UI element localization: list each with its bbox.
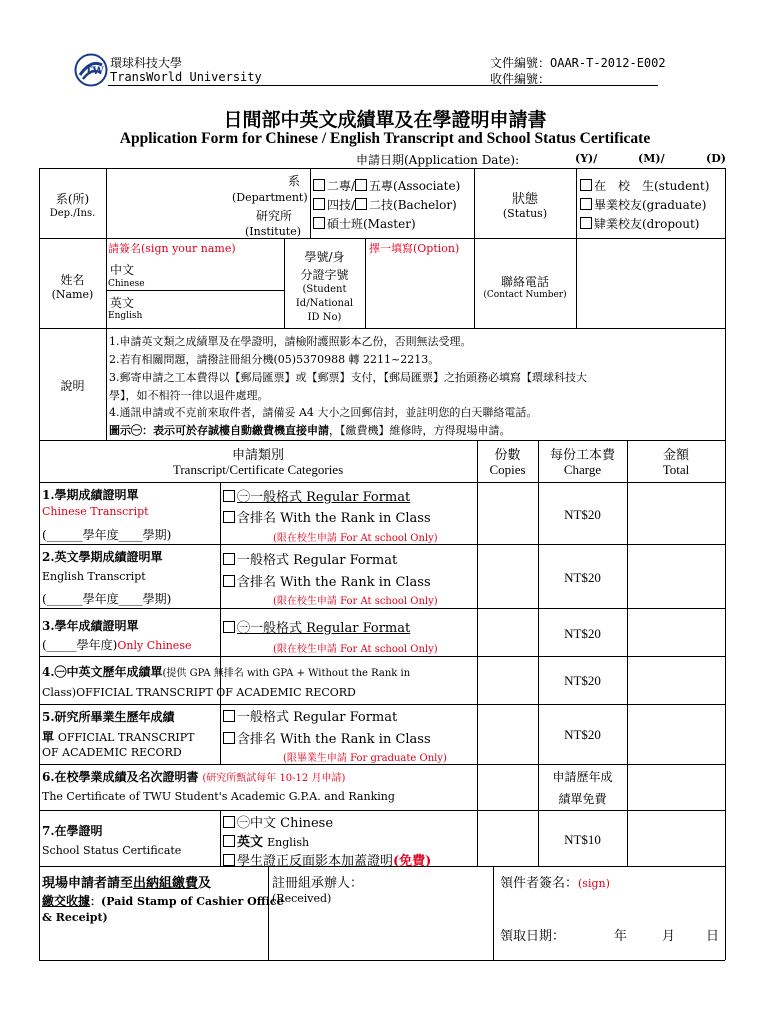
checkbox[interactable] — [580, 217, 592, 229]
note-2: 2.若有相關問題，請撥註冊組分機(05)5370988 轉 2211~2213。 — [109, 353, 440, 366]
checkbox[interactable] — [313, 217, 325, 229]
checkbox[interactable] — [223, 816, 235, 828]
total-header-cn: 金額 — [662, 448, 689, 463]
note-4: 4.通訊申請或不克前來取件者，請備妥 A4 大小之回郵信封，並註明您的白天聯絡電話。 — [109, 406, 538, 419]
checkbox[interactable] — [223, 575, 235, 587]
item-2-note: (限在校生申請 For At school Only) — [273, 596, 438, 607]
student-id-field[interactable] — [367, 256, 472, 326]
checkbox[interactable] — [223, 710, 235, 722]
checkbox[interactable] — [355, 198, 367, 210]
note-3b: 學】，如不相符一律以退件處理。 — [109, 389, 269, 402]
checkbox[interactable] — [223, 732, 235, 744]
item-1-rank[interactable]: 含排名 With the Rank in Class — [223, 507, 431, 526]
name-chinese-field[interactable] — [150, 254, 280, 288]
item-1-title: 1.學期成績證明單 — [42, 488, 139, 502]
item-6-en: The Certificate of TWU Student's Academic G.P.A. and Ranking — [42, 790, 395, 803]
item-7-student-card[interactable]: 學生證正反面影本加蓋證明(免費) — [223, 850, 431, 869]
item-3-price: NT$20 — [564, 626, 601, 641]
dept-label-cn: 系(所) — [55, 192, 90, 206]
item-1-price: NT$20 — [564, 507, 601, 522]
copies-header-en: Copies — [489, 462, 526, 477]
item-5-regular[interactable]: 一般格式 Regular Format — [223, 706, 397, 725]
name-english-label: 英文 — [110, 296, 135, 310]
note-5: 圖示㊀：表示可於存誠樓自動繳費機直接申請，【繳費機】維修時，方得現場申請。 — [109, 424, 511, 437]
option-hint: 擇一填寫(Option) — [369, 242, 460, 255]
total-header-en: Total — [662, 462, 690, 477]
checkbox[interactable] — [223, 511, 235, 523]
item-7-sub: School Status Certificate — [42, 844, 182, 857]
page-title: 日間部中英文成績單及在學證明申請書 — [223, 109, 547, 131]
item-5-price: NT$20 — [564, 727, 601, 742]
notes-label: 說明 — [60, 379, 85, 393]
contact-field[interactable] — [578, 240, 723, 326]
checkbox[interactable] — [313, 179, 325, 191]
pickup-month[interactable]: 月 — [662, 929, 676, 944]
registrar-label: 註冊組承辦人： — [272, 876, 364, 891]
item-6-free-2: 績單免費 — [558, 792, 607, 806]
pickup-day[interactable]: 日 — [706, 929, 720, 944]
header-rule — [108, 85, 658, 86]
program-master[interactable]: 碩士班(Master) — [313, 215, 416, 232]
checkbox[interactable] — [580, 179, 592, 191]
name-chinese-sub: Chinese — [108, 279, 145, 289]
school-logo — [74, 53, 108, 87]
date-year[interactable]: (Y)/ — [575, 152, 598, 165]
item-3-title: 3.學年成績證明單 — [42, 619, 139, 633]
status-dropout[interactable]: 肄業校友(dropout) — [580, 215, 699, 232]
student-id-cn1: 學號/身 — [304, 250, 345, 264]
dept-xi: 系 — [288, 174, 301, 188]
item-3-note: (限在校生申請 For At school Only) — [273, 644, 438, 655]
category-header-cn: 申請類別 — [231, 448, 284, 463]
student-id-en1: (Student — [302, 284, 347, 295]
name-english-sub: English — [108, 311, 143, 321]
item-2-price: NT$20 — [564, 570, 601, 585]
checkbox[interactable] — [223, 621, 235, 633]
school-name-en: TransWorld University — [110, 70, 262, 84]
status-label-cn: 狀態 — [511, 192, 538, 207]
pay-instruction-1: 現場申請者請至出納組繳費及 — [42, 876, 212, 891]
student-id-cn2: 分證字號 — [300, 268, 349, 282]
status-graduate[interactable]: 畢業校友(graduate) — [580, 196, 706, 213]
dept-institute: (Institute) — [245, 225, 302, 238]
item-3-regular[interactable]: ㊀一般格式 Regular Format — [223, 617, 410, 636]
checkbox[interactable] — [580, 198, 592, 210]
item-5-note: (限畢業生申請 For graduate Only) — [283, 753, 447, 764]
item-6-free-1: 申請歷年成 — [552, 770, 613, 784]
status-student[interactable]: 在 校 生(student) — [580, 177, 709, 194]
receipt-number: 收件編號： — [490, 72, 551, 86]
checkbox[interactable] — [223, 553, 235, 565]
application-date-label: 申請日期(Application Date): — [356, 153, 520, 167]
name-label-cn: 姓名 — [60, 273, 85, 287]
program-bachelor[interactable]: 四技/ 二技(Bachelor) — [313, 196, 457, 213]
note-1: 1.申請英文類之成績單及在學證明，請檢附護照影本乙份，否則無法受理。 — [109, 335, 472, 348]
student-id-en2: Id/National — [295, 298, 354, 309]
svg-text:TW: TW — [85, 66, 104, 77]
contact-label-en: (Contact Number) — [483, 290, 567, 300]
checkbox[interactable] — [223, 835, 235, 847]
recipient-sign-label: 領件者簽名：(sign) — [500, 876, 610, 891]
program-associate[interactable]: 二專/ 五專(Associate) — [313, 177, 460, 194]
date-day[interactable]: (D) — [706, 152, 726, 165]
student-id-en3: ID No) — [307, 312, 342, 323]
checkbox[interactable] — [355, 179, 367, 191]
item-7-title: 7.在學證明 — [42, 824, 103, 838]
page-title-en: Application Form for Chinese / English Transcript and School Status Certificate — [119, 130, 651, 147]
item-1-regular[interactable]: ㊀一般格式 Regular Format — [223, 486, 410, 505]
item-3-term[interactable]: (_____學年度)Only Chinese — [42, 638, 192, 652]
copies-header-cn: 份數 — [494, 448, 521, 463]
checkbox[interactable] — [223, 854, 235, 866]
document-number: 文件編號：OAAR-T-2012-E002 — [490, 56, 666, 70]
item-1-note: (限在校生申請 For At school Only) — [273, 533, 438, 544]
item-5-title: 5.研究所畢業生歷年成績 — [42, 710, 175, 724]
pay-instruction-2: 繳交收據：(Paid Stamp of Cashier Office — [42, 894, 284, 908]
checkbox[interactable] — [223, 490, 235, 502]
note-3a: 3.郵寄申請之工本費得以【郵局匯票】或【郵票】支付，【郵局匯票】之抬頭務必填寫【環球科技大 — [109, 371, 587, 384]
item-6-title: 6.在校學業成績及名次證明書 (研究所甄試每年 10-12 月申請) — [42, 770, 346, 784]
pickup-date-label: 領取日期： — [500, 929, 566, 944]
item-5-rank[interactable]: 含排名 With the Rank in Class — [223, 728, 431, 747]
pay-instruction-3: & Receipt) — [42, 911, 108, 924]
date-month[interactable]: (M)/ — [638, 152, 665, 165]
status-label-en: (Status) — [502, 207, 548, 220]
item-5-sub1: 單 OFFICIAL TRANSCRIPT — [42, 730, 195, 744]
item-4-title: 4.㊀中英文歷年成績單(提供 GPA 無排名 with GPA + Without the Rank in — [42, 665, 411, 679]
checkbox[interactable] — [313, 198, 325, 210]
sign-hint: 請簽名(sign your name) — [108, 242, 236, 255]
item-7-price: NT$10 — [564, 832, 601, 847]
pickup-year[interactable]: 年 — [614, 929, 628, 944]
item-1-sub: Chinese Transcript — [42, 505, 149, 518]
name-label-en: (Name) — [51, 288, 94, 301]
item-1-term[interactable]: (______學年度____學期) — [42, 528, 172, 542]
item-2-title: 2.英文學期成績證明單 — [42, 550, 163, 564]
dept-department: (Department) — [232, 191, 308, 204]
item-7-chinese[interactable]: ㊀中文 Chinese — [223, 812, 333, 831]
item-7-english[interactable]: 英文 English — [223, 831, 309, 850]
name-chinese-label: 中文 — [110, 263, 135, 277]
registrar-label-en: (Received) — [272, 892, 332, 905]
charge-header-cn: 每份工本費 — [549, 448, 615, 463]
item-2-term[interactable]: (______學年度____學期) — [42, 592, 172, 606]
school-name-cn: 環球科技大學 — [110, 56, 183, 70]
item-5-sub2: OF ACADEMIC RECORD — [42, 746, 182, 759]
item-2-rank[interactable]: 含排名 With the Rank in Class — [223, 571, 431, 590]
dept-label-en: Dep./Ins. — [49, 208, 96, 219]
item-2-sub: English Transcript — [42, 570, 146, 583]
name-english-field[interactable] — [150, 292, 280, 326]
dept-institute-cn: 研究所 — [256, 209, 293, 223]
charge-header-en: Charge — [563, 462, 602, 477]
item-4-price: NT$20 — [564, 673, 601, 688]
category-header-en: Transcript/Certificate Categories — [172, 462, 344, 477]
item-4-desc: Class)OFFICIAL TRANSCRIPT OF ACADEMIC RECORD — [42, 686, 356, 699]
item-2-regular[interactable]: 一般格式 Regular Format — [223, 549, 397, 568]
contact-label-cn: 聯絡電話 — [500, 275, 549, 289]
